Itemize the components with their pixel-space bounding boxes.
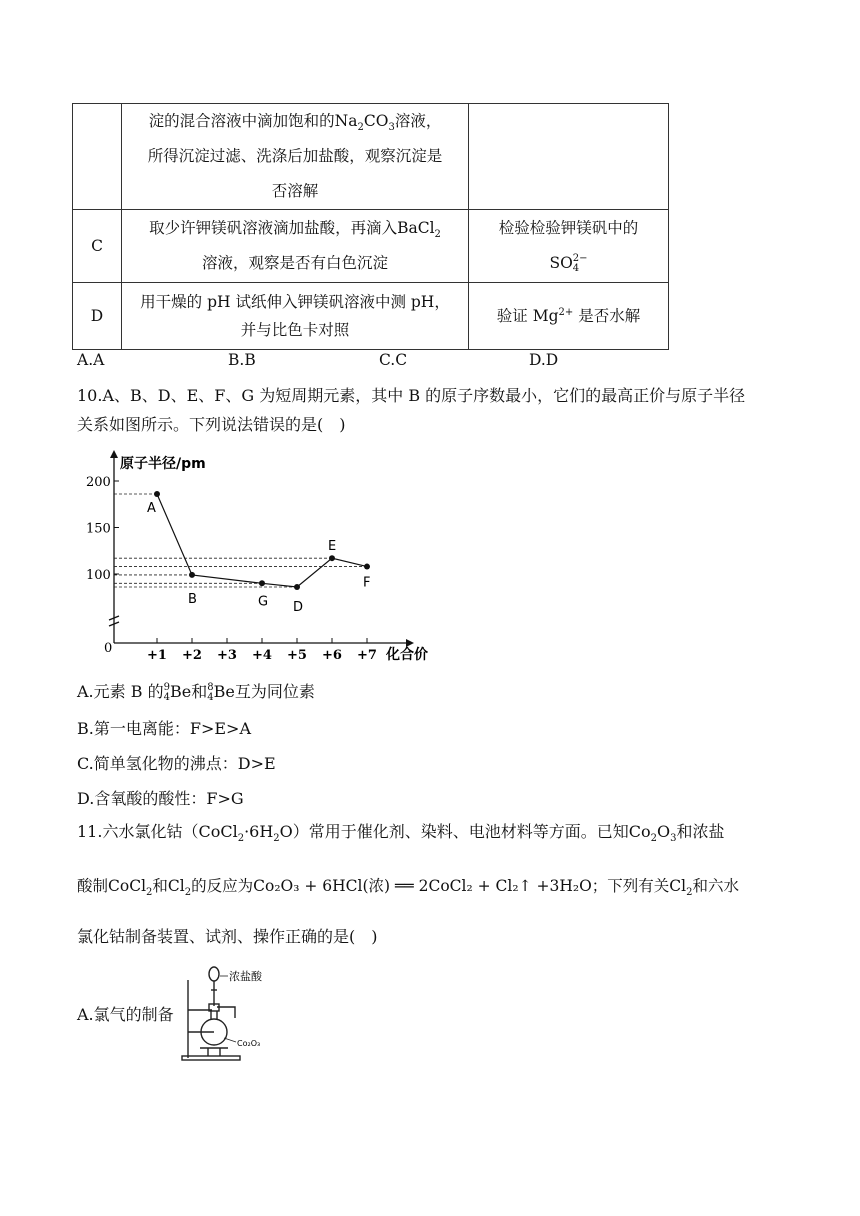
question-9-table bbox=[72, 103, 669, 350]
cell-text: Mg bbox=[532, 306, 559, 325]
q-text: Cl bbox=[669, 877, 687, 895]
cell-text: 2− bbox=[572, 253, 588, 264]
table-cell-operation bbox=[122, 104, 469, 210]
cell-text: 检验检验钾镁矾中的 bbox=[498, 219, 639, 237]
point-label: G bbox=[258, 594, 269, 610]
label-co2o3: Co₂O₃ bbox=[237, 1039, 261, 1048]
q-text: 2 bbox=[273, 833, 280, 845]
radius-valence-chart bbox=[86, 448, 446, 663]
cell-text: 3 bbox=[388, 122, 395, 134]
cell-text: 否溶解 bbox=[271, 182, 319, 200]
table-row bbox=[73, 210, 669, 283]
cell-text: 是否水解 bbox=[578, 306, 641, 325]
q-text: ；下列有关 bbox=[591, 877, 670, 895]
q-text: 2 bbox=[650, 833, 658, 845]
y-tick-label: 100 bbox=[86, 568, 111, 583]
point-label: D bbox=[293, 600, 304, 616]
table-cell-label bbox=[73, 104, 122, 210]
q-text: 和浓盐 bbox=[676, 822, 725, 841]
q-text: 的反应为 bbox=[191, 877, 254, 895]
x-axis-arrow bbox=[406, 639, 414, 647]
x-tick-label: +1 bbox=[147, 648, 167, 663]
cell-text: Na bbox=[334, 112, 358, 130]
table-cell-operation bbox=[122, 283, 469, 350]
question-10-option-a bbox=[77, 680, 315, 704]
question-11-option-a: A.氯气的制备 bbox=[77, 1005, 174, 1024]
option-d: D.D bbox=[529, 351, 559, 369]
x-axis-label: 化合价 bbox=[386, 647, 428, 663]
data-point-d bbox=[294, 584, 300, 590]
cell-text: BaCl bbox=[397, 219, 435, 237]
option-text: Be bbox=[169, 682, 192, 701]
y-axis-label: 原子半径/pm bbox=[120, 456, 206, 472]
table-row bbox=[73, 283, 669, 350]
option-c: C.C bbox=[379, 351, 408, 369]
x-tick-label: +6 bbox=[322, 648, 342, 663]
q-text: 2 bbox=[686, 887, 693, 899]
cell-text: 4 bbox=[572, 263, 580, 274]
option-text: 9 bbox=[163, 681, 170, 693]
label-conc-hcl: 浓盐酸 bbox=[229, 970, 262, 983]
equation: Co₂O₃ + 6HCl(浓) ══ 2CoCl₂ + Cl₂↑ +3H₂O bbox=[253, 877, 592, 895]
point-label: B bbox=[188, 591, 197, 607]
q-text: 酸制 bbox=[77, 877, 109, 895]
cell-text: 淀的混合溶液中滴加饱和的 bbox=[148, 112, 335, 130]
cell-text: 验证 bbox=[496, 306, 528, 325]
data-point-e bbox=[329, 555, 335, 561]
point-label: E bbox=[328, 539, 337, 555]
y-tick-label: 150 bbox=[86, 521, 111, 537]
option-text: A.元素 B 的 bbox=[77, 682, 164, 701]
q-text: 3 bbox=[670, 833, 677, 845]
table-cell-operation bbox=[122, 210, 469, 283]
data-point-b bbox=[189, 572, 195, 578]
q-text: CoCl bbox=[198, 822, 238, 841]
cell-text: 溶液，观察是否有白色沉淀 bbox=[201, 254, 388, 272]
cell-text: 用干燥的 pH 试纸伸入钾镁矾溶液中测 pH， bbox=[140, 293, 450, 311]
option-text: 8 bbox=[207, 681, 214, 693]
cell-text: 所得沉淀过滤、洗涤后加盐酸，观察沉淀是 bbox=[147, 147, 443, 165]
question-10-option-d: D.含氧酸的酸性：F>G bbox=[77, 789, 244, 808]
q-text: O bbox=[657, 822, 671, 841]
question-11-line-2 bbox=[77, 874, 739, 898]
x-tick-label: +5 bbox=[287, 648, 307, 663]
y-tick-label: 200 bbox=[86, 475, 111, 490]
x-tick-label: +3 bbox=[217, 648, 237, 663]
cell-text: CO bbox=[363, 112, 389, 130]
q-text: ）常用于催化剂、染料、电池材料等方面。已知 bbox=[292, 822, 629, 841]
data-point-g bbox=[259, 580, 265, 586]
option-text: 互为同位素 bbox=[234, 682, 315, 701]
q-text: ·6H bbox=[244, 822, 274, 841]
question-11-line-1 bbox=[77, 820, 725, 844]
table-row bbox=[73, 104, 669, 210]
table-cell-label: D bbox=[73, 283, 122, 350]
cell-text: 2 bbox=[357, 122, 364, 134]
x-tick-label: +2 bbox=[182, 648, 202, 663]
option-a: A.A bbox=[77, 351, 105, 369]
option-text: 4 bbox=[163, 691, 170, 703]
q-text: 2 bbox=[146, 887, 153, 899]
x-tick-label: +4 bbox=[252, 648, 272, 663]
q-text: O bbox=[279, 822, 293, 841]
table-cell-label: C bbox=[73, 210, 122, 283]
q-text: Co bbox=[628, 822, 651, 841]
q-text: CoCl bbox=[108, 877, 147, 895]
q-text: 2 bbox=[184, 887, 192, 899]
data-point-a bbox=[154, 491, 160, 497]
cell-text: 2+ bbox=[558, 306, 574, 318]
cell-text: SO bbox=[549, 254, 573, 272]
option-text: Be bbox=[213, 682, 235, 701]
y-axis-arrow bbox=[110, 450, 118, 458]
option-b: B.B bbox=[228, 351, 256, 369]
q-text: Cl bbox=[167, 877, 185, 895]
cell-text: 2 bbox=[434, 229, 441, 241]
option-text: 和 bbox=[191, 682, 208, 701]
question-10-option-c: C.简单氢化物的沸点：D>E bbox=[77, 754, 276, 773]
point-label: A bbox=[147, 501, 156, 517]
origin-label: 0 bbox=[104, 641, 113, 656]
question-11-line-3: 氯化钴制备装置、试剂、操作正确的是( ) bbox=[77, 927, 378, 946]
data-point-f bbox=[364, 564, 370, 570]
question-10-option-b: B.第一电离能：F>E>A bbox=[77, 719, 251, 738]
q-text: 11.六水氯化钴（ bbox=[77, 822, 199, 841]
chlorine-apparatus-diagram bbox=[180, 960, 290, 1065]
question-10-stem-2: 关系如图所示。下列说法错误的是( ) bbox=[77, 415, 346, 434]
q-text: 2 bbox=[237, 833, 245, 845]
point-label: F bbox=[363, 575, 371, 591]
q-text: 和六水 bbox=[692, 877, 740, 895]
table-cell-purpose bbox=[469, 104, 669, 210]
cell-text: 并与比色卡对照 bbox=[240, 321, 350, 339]
table-cell-purpose bbox=[469, 210, 669, 283]
x-tick-label: +7 bbox=[357, 648, 377, 663]
q-text: 和 bbox=[152, 877, 168, 895]
separatory-funnel bbox=[209, 967, 219, 981]
table-cell-purpose bbox=[469, 283, 669, 350]
cell-text: 取少许钾镁矾溶液滴加盐酸，再滴入 bbox=[149, 219, 398, 237]
cell-text: 溶液， bbox=[394, 112, 442, 130]
stand-base bbox=[182, 1056, 240, 1060]
question-10-stem-1: 10.A、B、D、E、F、G 为短周期元素，其中 B 的原子序数最小，它们的最高正价与原子半径 bbox=[77, 386, 746, 405]
option-text: 4 bbox=[207, 691, 214, 703]
